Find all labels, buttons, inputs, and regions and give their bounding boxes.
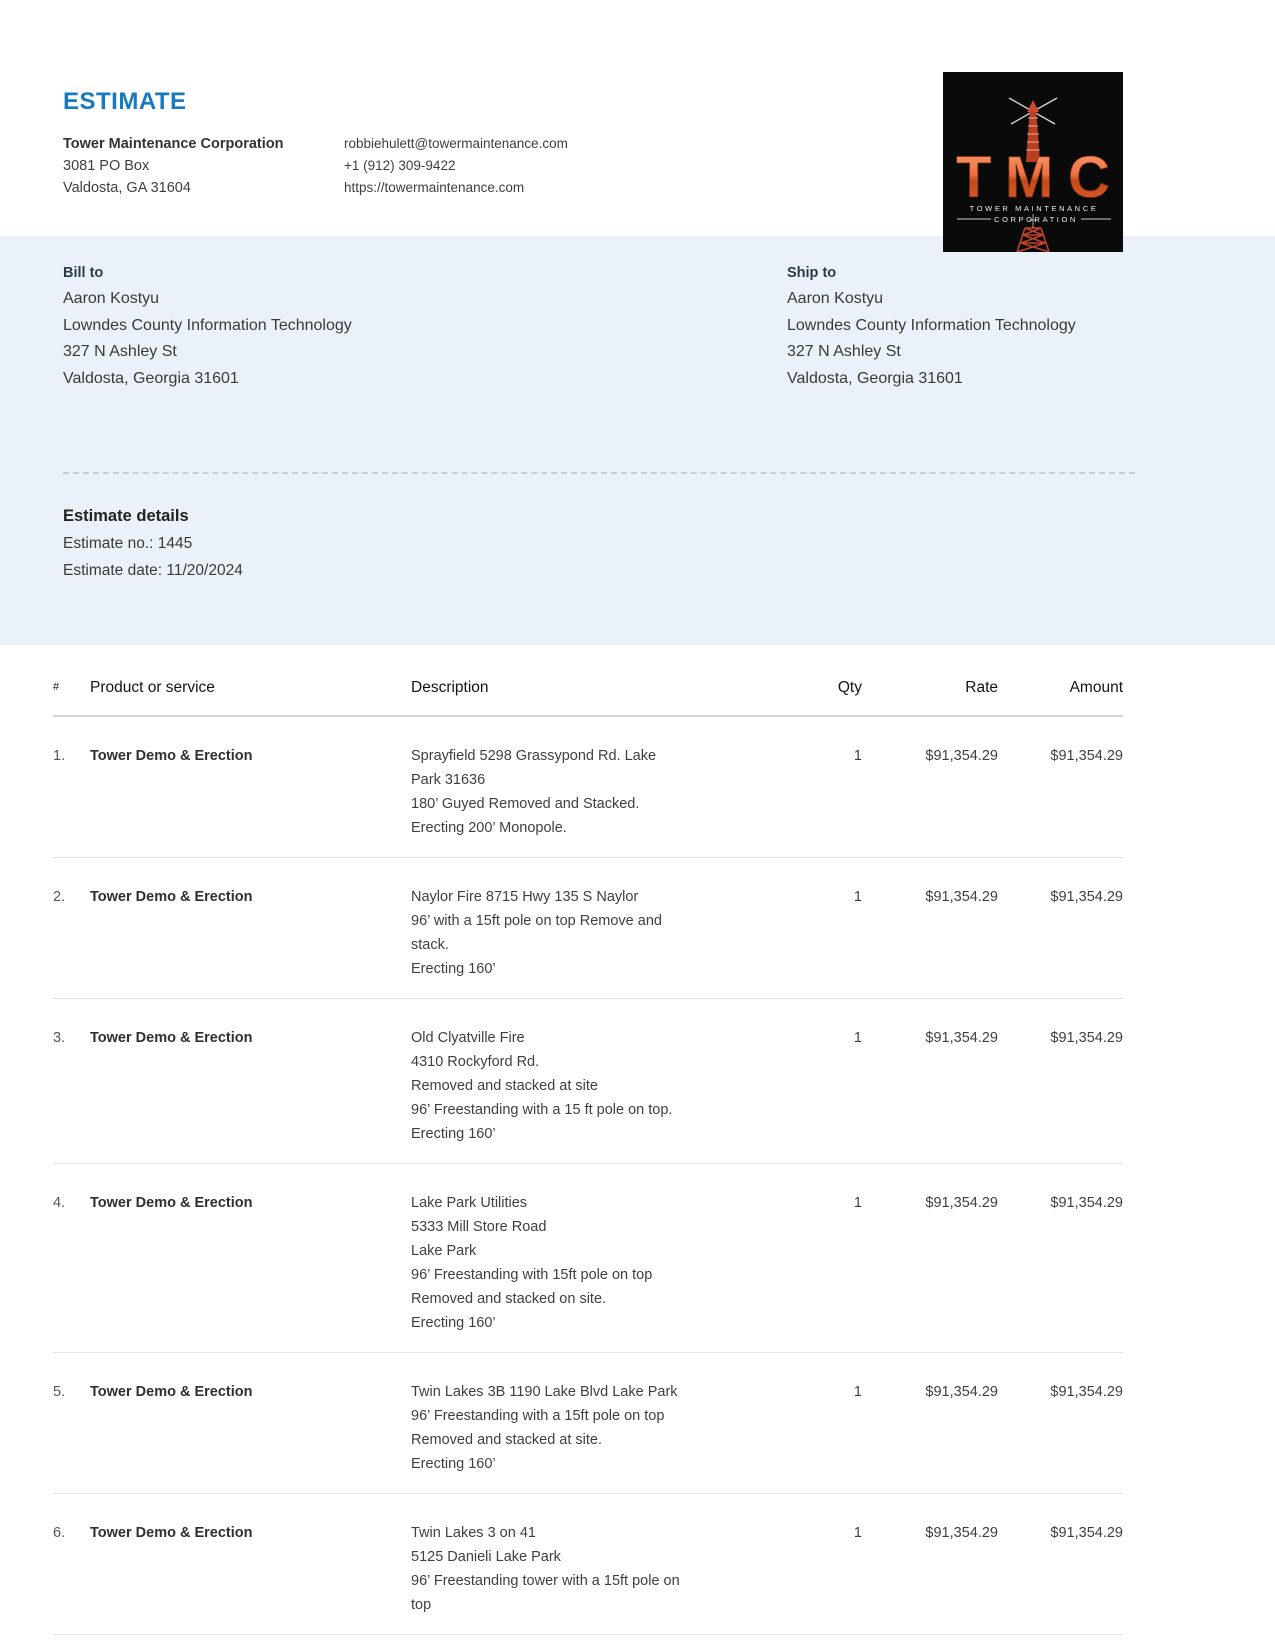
item-number: 2. <box>53 858 90 999</box>
svg-text:M: M <box>1005 145 1054 210</box>
ship-to-line: Lowndes County Information Technology <box>787 316 1076 334</box>
table-row <box>53 716 1123 858</box>
item-qty: 1 <box>750 1353 862 1494</box>
company-name: Tower Maintenance Corporation <box>63 136 284 152</box>
description-line: 180’ Guyed Removed and Stacked. <box>411 796 640 812</box>
item-rate: $91,354.29 <box>862 1353 998 1494</box>
svg-text:CORPORATION: CORPORATION <box>994 215 1078 224</box>
bill-to-line: Aaron Kostyu <box>63 290 160 307</box>
column-header-qty: Qty <box>750 679 862 716</box>
svg-text:T: T <box>956 145 992 210</box>
company-address-line1: 3081 PO Box <box>63 158 150 174</box>
item-amount: $91,354.29 <box>998 1353 1123 1494</box>
description-line: Twin Lakes 3B 1190 Lake Blvd Lake Park <box>411 1384 678 1400</box>
line-items-table <box>53 679 1123 1635</box>
item-product: Tower Demo & Erection <box>90 1353 411 1494</box>
description-line: 96’ Freestanding with a 15 ft pole on top. <box>411 1102 673 1118</box>
description-line: Erecting 200’ Monopole. <box>411 820 567 836</box>
estimate-details <box>63 502 1212 584</box>
document-title: ESTIMATE <box>63 88 187 115</box>
bill-to-line: Valdosta, Georgia 31601 <box>63 369 239 387</box>
description-line: Old Clyatville Fire <box>411 1030 525 1046</box>
line-items-section <box>0 645 1275 1635</box>
estimate-date-line <box>63 557 1212 584</box>
item-rate: $91,354.29 <box>862 1164 998 1353</box>
description-line: stack. <box>411 937 449 953</box>
description-line: 4310 Rockyford Rd. <box>411 1054 540 1070</box>
description-line: Erecting 160’ <box>411 1315 496 1331</box>
ship-to-line: 327 N Ashley St <box>787 343 901 360</box>
description-line: Erecting 160’ <box>411 1456 496 1472</box>
description-line: Park 31636 <box>411 772 486 788</box>
item-number: 3. <box>53 999 90 1164</box>
description-line: Erecting 160’ <box>411 1126 496 1142</box>
bill-to-line: 327 N Ashley St <box>63 343 177 360</box>
document-header <box>0 0 1275 224</box>
estimate-number-value: 1445 <box>157 535 193 552</box>
item-qty: 1 <box>750 999 862 1164</box>
item-description <box>411 716 750 858</box>
description-line: Erecting 160’ <box>411 961 496 977</box>
item-qty: 1 <box>750 1494 862 1635</box>
table-row <box>53 1353 1123 1494</box>
ship-to-label: Ship to <box>787 265 837 281</box>
ship-to-line: Valdosta, Georgia 31601 <box>787 369 963 387</box>
description-line: Lake Park <box>411 1243 477 1259</box>
company-phone: +1 (912) 309-9422 <box>344 158 456 173</box>
line-items <box>53 716 1123 1635</box>
addresses-and-details-band <box>0 236 1275 645</box>
item-product: Tower Demo & Erection <box>90 1164 411 1353</box>
item-rate: $91,354.29 <box>862 999 998 1164</box>
tmc-logo-graphic <box>943 72 1123 252</box>
ship-to-line: Aaron Kostyu <box>787 290 884 307</box>
dashed-divider <box>63 472 1135 474</box>
bill-to-label: Bill to <box>63 265 104 281</box>
column-header-description: Description <box>411 679 750 716</box>
item-amount: $91,354.29 <box>998 716 1123 858</box>
description-line: 96’ with a 15ft pole on top Remove and <box>411 913 662 929</box>
table-row <box>53 858 1123 999</box>
item-number: 6. <box>53 1494 90 1635</box>
item-description <box>411 858 750 999</box>
description-line: Sprayfield 5298 Grassypond Rd. Lake <box>411 748 657 764</box>
item-product: Tower Demo & Erection <box>90 999 411 1164</box>
description-line: 96’ Freestanding tower with a 15ft pole on <box>411 1573 680 1589</box>
item-qty: 1 <box>750 858 862 999</box>
table-header-row <box>53 679 1123 716</box>
description-line: 96’ Freestanding with 15ft pole on top <box>411 1267 653 1283</box>
table-row <box>53 999 1123 1164</box>
description-line: 96’ Freestanding with a 15ft pole on top <box>411 1408 665 1424</box>
company-logo <box>943 72 1123 252</box>
item-product: Tower Demo & Erection <box>90 716 411 858</box>
table-row <box>53 1164 1123 1353</box>
item-qty: 1 <box>750 716 862 858</box>
company-email: robbiehulett@towermaintenance.com <box>344 136 568 151</box>
estimate-date-label: Estimate date: <box>63 562 163 579</box>
column-header-amount: Amount <box>998 679 1123 716</box>
item-rate: $91,354.29 <box>862 1494 998 1635</box>
description-line: Removed and stacked on site. <box>411 1291 607 1307</box>
description-line: top <box>411 1597 432 1613</box>
estimate-details-heading: Estimate details <box>63 507 189 525</box>
company-contact <box>344 133 589 199</box>
item-description <box>411 999 750 1164</box>
description-line: Removed and stacked at site <box>411 1078 598 1094</box>
svg-text:TOWER MAINTENANCE: TOWER MAINTENANCE <box>969 204 1099 213</box>
table-row <box>53 1494 1123 1635</box>
description-line: 5125 Danieli Lake Park <box>411 1549 561 1565</box>
description-line: 5333 Mill Store Road <box>411 1219 547 1235</box>
item-rate: $91,354.29 <box>862 858 998 999</box>
company-website: https://towermaintenance.com <box>344 180 525 195</box>
item-amount: $91,354.29 <box>998 858 1123 999</box>
svg-text:C: C <box>1068 145 1110 210</box>
item-amount: $91,354.29 <box>998 1164 1123 1353</box>
item-rate: $91,354.29 <box>862 716 998 858</box>
description-line: Naylor Fire 8715 Hwy 135 S Naylor <box>411 889 639 905</box>
column-header-number: # <box>53 679 90 716</box>
item-description <box>411 1494 750 1635</box>
bill-to-line: Lowndes County Information Technology <box>63 316 352 334</box>
description-line: Removed and stacked at site. <box>411 1432 603 1448</box>
item-amount: $91,354.29 <box>998 999 1123 1164</box>
column-header-product: Product or service <box>90 679 411 716</box>
column-header-rate: Rate <box>862 679 998 716</box>
description-line: Lake Park Utilities <box>411 1195 528 1211</box>
ship-to-block <box>787 260 1076 392</box>
item-number: 5. <box>53 1353 90 1494</box>
description-line: Twin Lakes 3 on 41 <box>411 1525 536 1541</box>
item-number: 4. <box>53 1164 90 1353</box>
item-description <box>411 1353 750 1494</box>
estimate-number-line <box>63 530 1212 557</box>
estimate-number-label: Estimate no.: <box>63 535 154 552</box>
item-description <box>411 1164 750 1353</box>
company-info <box>63 133 344 199</box>
estimate-date-value: 11/20/2024 <box>166 562 243 579</box>
company-address-line2: Valdosta, GA 31604 <box>63 180 191 196</box>
item-amount: $91,354.29 <box>998 1494 1123 1635</box>
item-product: Tower Demo & Erection <box>90 858 411 999</box>
item-product: Tower Demo & Erection <box>90 1494 411 1635</box>
bill-to-block <box>63 260 787 392</box>
item-qty: 1 <box>750 1164 862 1353</box>
item-number: 1. <box>53 716 90 858</box>
